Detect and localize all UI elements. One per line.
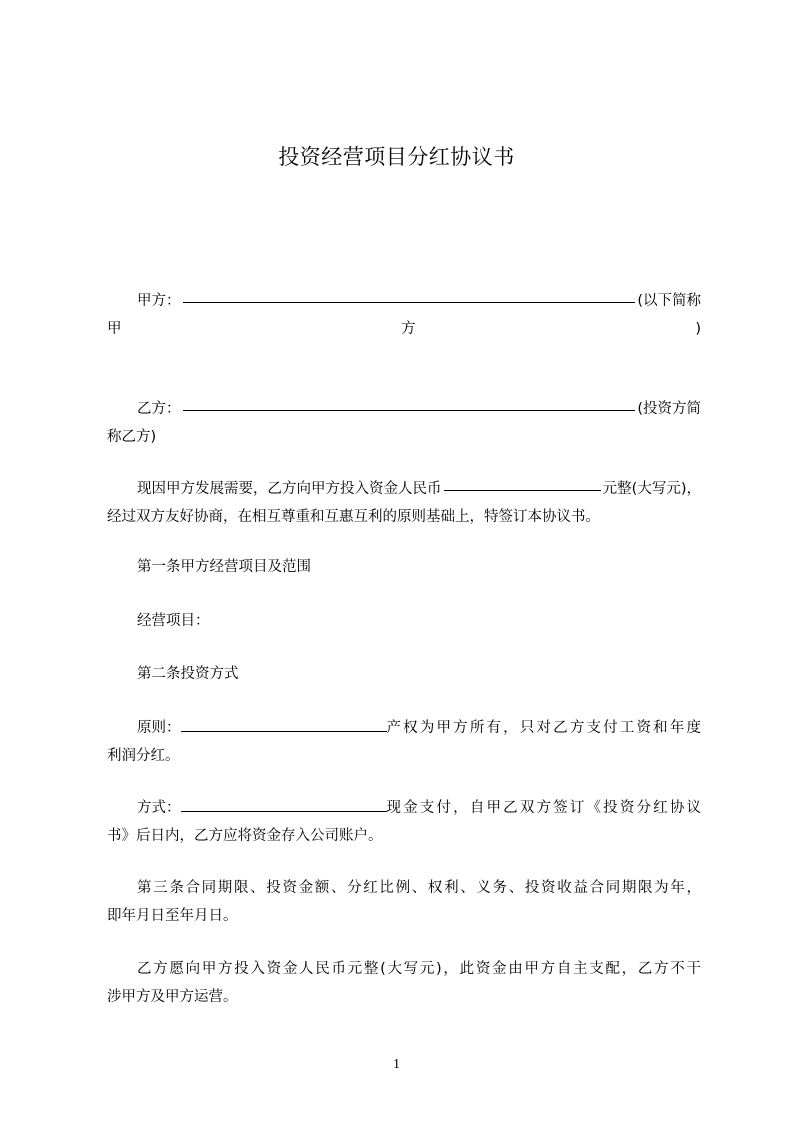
intro-part1: 现因甲方发展需要，乙方向甲方投入资金人民币: [137, 481, 442, 497]
method-line2: 书》后日内，乙方应将资金存入公司账户。: [107, 828, 383, 844]
party-a-line2-b: 方: [401, 321, 416, 337]
party-a-paragraph: [107, 287, 701, 343]
method-rest: 现金支付，自甲乙双方签订《投资分红协议: [386, 800, 701, 816]
party-a-line2-c: ): [695, 321, 701, 337]
party-b-paragraph: [107, 395, 701, 451]
business-item: 经营项目：: [137, 613, 210, 629]
intro-line1: [107, 475, 701, 503]
page-number: 1: [393, 1057, 400, 1072]
party-b-line2: 称乙方): [107, 429, 157, 445]
investment-line1: 乙方愿向甲方投入资金人民币元整(大写元)，此资金由甲方自主支配，乙方不干: [137, 961, 701, 977]
article1-heading: 第一条甲方经营项目及范围: [137, 559, 311, 575]
party-b-label: 乙方：: [137, 401, 181, 417]
party-a-line2-a: 甲: [107, 321, 122, 337]
investment-paragraph: [107, 955, 701, 1011]
article3-line1: 第三条合同期限、投资金额、分红比例、权利、义务、投资收益合同期限为年，: [137, 880, 701, 896]
method-label: 方式：: [137, 800, 181, 816]
party-a-label: 甲方：: [137, 293, 181, 309]
party-a-suffix: (以下简称: [637, 293, 701, 309]
party-b-suffix: (投资方简: [637, 401, 701, 417]
party-b-line1: [107, 395, 701, 423]
method-paragraph: [107, 794, 701, 850]
amount-blank: [444, 474, 601, 491]
intro-paragraph: [107, 475, 701, 531]
intro-part2: 元整(大写元)，: [602, 481, 701, 497]
principle-paragraph: [107, 714, 701, 770]
party-b-blank: [183, 394, 636, 411]
document-title: 投资经营项目分红协议书: [278, 145, 515, 169]
method-blank: [181, 795, 387, 812]
principle-blank: [181, 715, 387, 732]
investment-line2: 涉甲方及甲方运营。: [107, 989, 238, 1005]
intro-line2: 经过双方友好协商，在相互尊重和互惠互利的原则基础上，特签订本协议书。: [107, 509, 600, 525]
article3-paragraph: [107, 874, 701, 930]
method-line1: [107, 794, 701, 822]
principle-line1: [107, 714, 701, 742]
principle-label: 原则：: [137, 720, 181, 736]
party-a-line2: [107, 315, 701, 343]
party-a-blank: [183, 286, 636, 303]
party-a-line1: [107, 287, 701, 315]
article3-line2: 即年月日至年月日。: [107, 908, 238, 924]
article2-heading: 第二条投资方式: [137, 666, 239, 682]
principle-rest: 产权为甲方所有，只对乙方支付工资和年度: [386, 720, 701, 736]
principle-line2: 利润分红。: [107, 748, 180, 764]
